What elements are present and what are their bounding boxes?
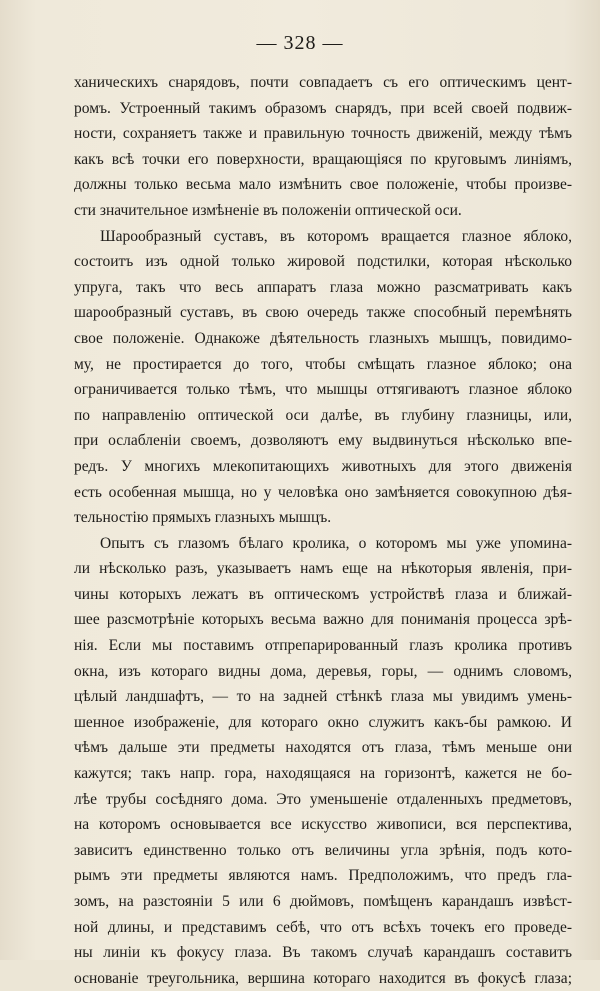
text-line: кажутся; такъ напр. гора, находящаяся на горизонтѣ, кажется не бо- (74, 765, 572, 783)
text-line: чины которыхъ лежатъ въ оптическомъ устройствѣ глаза и ближай- (74, 585, 572, 603)
text-line: ромъ. Устроенный такимъ образомъ снарядъ, при всей своей подвиж- (74, 99, 572, 117)
paragraph-start-line: Опытъ съ глазомъ бѣлаго кролика, о которомъ мы уже упомина- (100, 534, 572, 552)
text-line: ограничивается только тѣмъ, что мышцы оттягиваютъ глазное яблоко (74, 381, 572, 399)
text-line: шее разсмотрѣніе которыхъ весьма важно для пониманія процесса зрѣ- (74, 611, 572, 629)
text-line: ли нѣсколько разъ, указываетъ намъ еще на нѣкоторыя явленія, при- (74, 560, 572, 578)
text-line: шарообразный суставъ, въ свою очередь также способный перемѣнять (74, 304, 572, 322)
text-line: редъ. У многихъ млекопитающихъ животныхъ для этого движенія (74, 457, 572, 475)
text-line: упруга, такъ что весь аппаратъ глаза можно разсматривать какъ (74, 278, 572, 296)
text-line: какъ всѣ точки его поверхности, вращающіяся по круговымъ линіямъ, (74, 150, 572, 168)
text-line: му, не простирается до того, чтобы смѣщать глазное яблоко; она (74, 355, 572, 373)
text-line: должны только весьма мало измѣнить свое положеніе, чтобы произве- (74, 176, 572, 194)
text-line: свое положеніе. Однакоже дѣятельность глазныхъ мышцъ, повидимо- (74, 329, 572, 347)
text-line: есть особенная мышца, но у человѣка оно замѣняется совокупною дѣя- (74, 483, 572, 501)
text-line: ханическихъ снарядовъ, почти совпадаетъ съ его оптическимъ цент- (74, 74, 572, 91)
text-line: ной длины, и представимъ себѣ, что отъ всѣхъ точекъ его проведе- (74, 918, 572, 936)
text-line: по направленію оптической оси далѣе, въ глубину глазницы, или, (74, 406, 572, 424)
paragraph-start-line: Шарообразный суставъ, въ которомъ вращается глазное яблоко, (100, 227, 572, 245)
text-line: цѣлый ландшафтъ, — то на задней стѣнкѣ глаза мы увидимъ умень- (74, 688, 572, 706)
text-line: основаніе треугольника, вершина котораго находится въ фокусѣ глаза; (74, 969, 572, 987)
text-line: нія. Если мы поставимъ отпрепарированный глазъ кролика противъ (74, 637, 572, 655)
page-number: — 328 — (256, 32, 344, 54)
text-line: лѣе трубы сосѣдняго дома. Это уменьшеніе отдаленныхъ предметовъ, (74, 790, 572, 808)
text-line: при ослабленіи своемъ, дозволяютъ ему выдвинуться нѣсколько впе- (74, 432, 572, 450)
text-line: ности, сохраняетъ также и правильную точность движеній, между тѣмъ (74, 125, 572, 143)
text-line: на которомъ основывается все искусство живописи, вся перспектива, (74, 816, 572, 834)
text-line: рымъ эти предметы являются намъ. Предположимъ, что предъ гла- (74, 867, 572, 885)
text-line: зависитъ единственно только отъ величины угла зрѣнія, подъ кото- (74, 841, 572, 859)
text-line: шенное изображеніе, для котораго окно служитъ какъ-бы рамкою. И (74, 713, 572, 731)
text-line: ны линіи къ фокусу глаза. Въ такомъ случаѣ карандашъ составитъ (74, 944, 572, 962)
text-line: состоитъ изъ одной только жировой подстилки, которая нѣсколько (74, 253, 572, 271)
text-line: сти значительное измѣненіе въ положеніи оптической оси. (74, 201, 462, 219)
body-text (74, 70, 572, 991)
text-line: тельностію прямыхъ глазныхъ мышцъ. (74, 509, 332, 527)
text-line: окна, изъ котораго видны дома, деревья, горы, — однимъ словомъ, (74, 662, 572, 680)
text-line: чѣмъ дальше эти предметы находятся отъ глаза, тѣмъ меньше они (74, 739, 572, 757)
text-line: зомъ, на разстояніи 5 или 6 дюймовъ, помѣщенъ карандашъ извѣст- (74, 893, 572, 910)
